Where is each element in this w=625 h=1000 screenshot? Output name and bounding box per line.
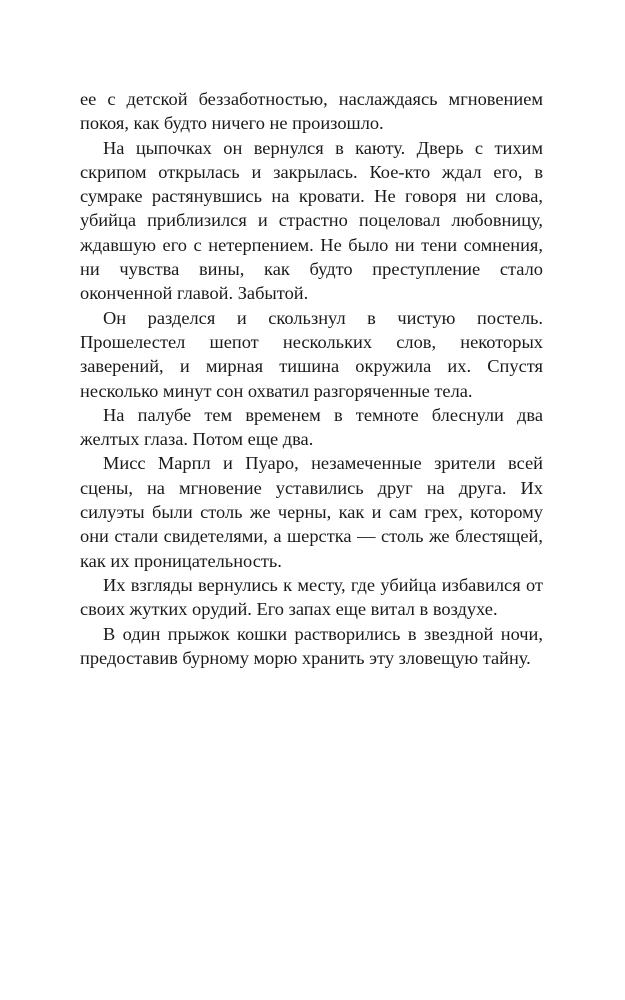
paragraph: В один прыжок кошки растворились в звездной ночи, предоставив бурному морю хранить эту зловещую тайну. — [80, 623, 543, 668]
paragraph: Он разделся и скользнул в чистую постель. Прошелестел шепот нескольких слов, некоторых заверений, и мирная тишина окружила их. Спустя несколько минут сон охватил разгоряченные тела. — [80, 307, 543, 401]
paragraph: Мисс Марпл и Пуаро, незамеченные зрители всей сцены, на мгновение уставились друг на друга. Их силуэты были столь же черны, как и сам грех, которому они стали свидетелями, а шерстка — столь же блестящей, как их проницательность. — [80, 453, 543, 571]
page-text — [80, 87, 543, 670]
paragraph: Их взгляды вернулись к месту, где убийца избавился от своих жутких орудий. Его запах еще витал в воздухе. — [80, 574, 543, 620]
paragraph-continued: ее с детской беззаботностью, наслаждаясь мгновением покоя, как будто ничего не произошло. — [80, 89, 543, 134]
paragraph: На палубе тем временем в темноте блеснули два желтых глаза. Потом еще два. — [80, 404, 543, 450]
paragraph: На цыпочках он вернулся в каюту. Дверь с тихим скрипом открылась и закрылась. Кое-кто ждал его, в сумраке растянувшись на кровати. Не говоря ни слова, убийца приблизился и страстно поцеловал любовницу, ждавшую его с нетерпением. Не было ни тени сомнения, ни чувства вины, как будто преступление стало оконченной главой. Забытой. — [80, 137, 543, 304]
